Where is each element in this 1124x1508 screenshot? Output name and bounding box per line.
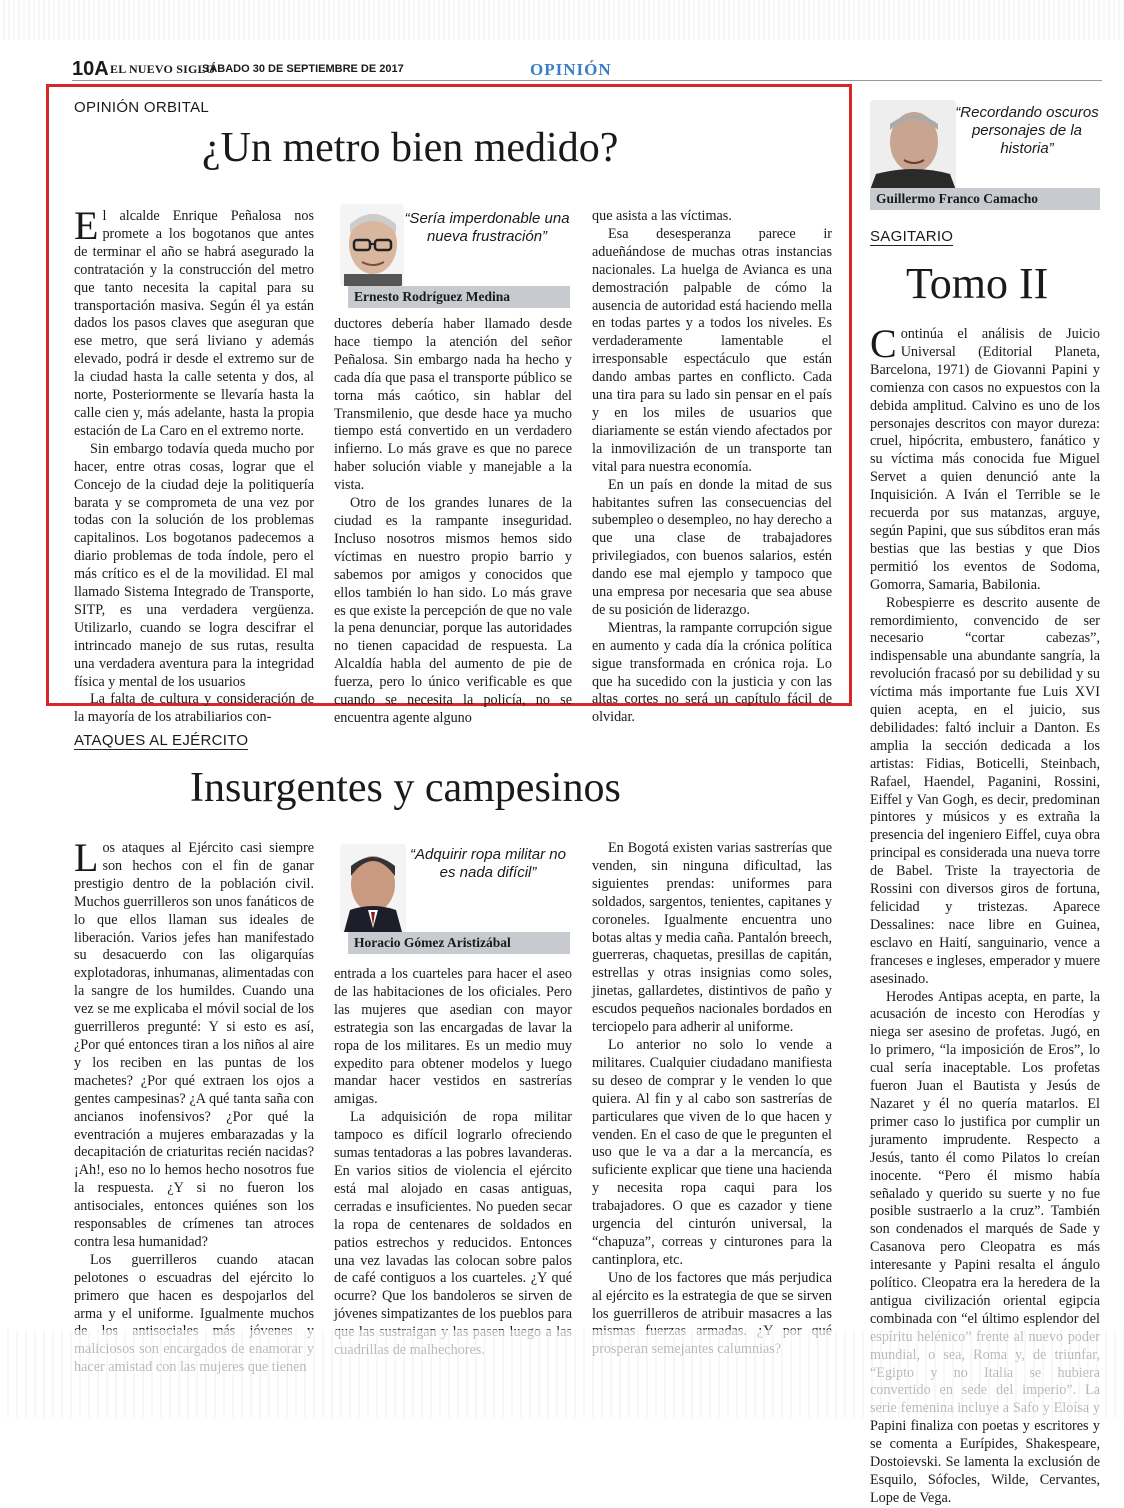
article1-column-3: [592, 208, 832, 727]
paragraph: Mientras, la rampante corrupción sigue en aumento y cada día la crónica política sigue transformada en crónica roja. Lo que ha sucedido con la justicia y con las altas cortes no será un capítulo fácil de olvidar.: [592, 619, 832, 726]
article2-column-2: [334, 966, 572, 1360]
article3-author-box: [868, 92, 1100, 212]
author-byline: Guillermo Franco Camacho: [870, 188, 1100, 210]
article3-title: Tomo II: [906, 259, 1049, 308]
author-byline: Ernesto Rodríguez Medina: [348, 286, 570, 308]
article2-column-1: [74, 835, 314, 1377]
author-photo: [340, 204, 404, 286]
article1-title: ¿Un metro bien medido?: [202, 125, 619, 171]
dropcap: L: [74, 835, 99, 880]
page-number: 10A: [72, 58, 109, 80]
pull-quote: “Recordando oscuros personajes de la historia”: [955, 104, 1099, 157]
paragraph: ductores debería haber llamado desde hace tiempo la atención del señor Peñalosa. Sin embargo nada ha hecho y cada día que pasa el transporte público se torna más caótico, sin hablar del Transmilenio, que desde hace ya mucho tiempo está convertido en un verdadero infierno. Lo más grave es que no parece haber solución viable y manejable a la vista.: [334, 316, 572, 494]
paragraph: Robespierre es descrito ausente de remordimiento, convencido de ser necesario “cortar cabezas”, indispensable una abundante sangría, la revolución fracasó por su debilidad y su víctima más importante fue Luis XVI quien acepta, en el juicio, sus debilidades: faltó incluir a Danton. Es amplia la sección dedicada a los artistas: Fidias, Boticelli, Steinbach, Rafael, Haendel, Paganini, Rossini, Eiffel y Van Gogh, es decir, predominan pintores y músicos y es extraña la presencia del ingeniero Eiffel, cuya obra principal es considerada una nueva torre de Babel. Triste la trayectoria de Rossini con diversos giros de fortuna, felicidad y tristezas. Aparece Dessalines: nace libre en Guinea, esclavo en Haití, sanguinario, vence a franceses e ingleses, emperador y muere asesinado.: [870, 594, 1100, 987]
paragraph: Esa desesperanza parece ir adueñándose de muchas otras instancias nacionales. La huelga de Avianca es una demostración palpable de cómo la ausencia de autoridad está haciendo mella en todas partes y a todos los niveles. Es verdaderamente lamentable el irresponsable espectáculo que están dando ambas partes en conflicto. Cada una tira para su lado sin pensar en el país y en los miles de usuarios que diariamente se están viendo afectados por la inmovilización de un transporte tan vital para nuestra economía.: [592, 225, 832, 475]
author-photo: [340, 844, 406, 932]
paragraph: La falta de cultura y consideración de la mayoría de los atrabiliarios con-: [74, 691, 314, 726]
scan-artifact-top: [0, 0, 1124, 40]
paragraph: os ataques al Ejército casi siempre son hechos con el fin de ganar prestigio dentro de la población civil. Muchos guerrilleros son unos fanáticos de lo que ellos llaman sus ideales de liberación. Varios jefes han manifestado su desacuerdo con las oligarquías explotadoras, inhumanas, alimentadas con la sangre de los humildes. Cuando una vez se me explicaba el móvil social de los guerrilleros pregunté: Y si esto es así, ¿Por qué entonces tiran a los niños al aire y los reciben en las puntas de los machetes? ¿Por qué extraen los ojos a gentes campesinas? ¿A qué tanta saña con ancianos inofensivos? ¿Por qué la eventración a mujeres embarazadas y la decapitación de criaturitas recién nacidas? ¡Ah!, eso no lo hemos hecho nosotros fue la respuesta. ¿Y si no fueron los antisociales, entonces quiénes son los responsables de crímenes tan atroces contra lesa humanidad?: [74, 840, 314, 1250]
paragraph: Los guerrilleros cuando atacan pelotones o escuadras del ejército lo primero que hacen es despojarlos del arma y el uniforme. Igualmente muchos: [74, 1251, 314, 1322]
pull-quote: “Adquirir ropa militar no es nada difícil”: [410, 846, 566, 881]
header-rule: [72, 80, 1102, 81]
pull-quote: “Sería imperdonable una nueva frustración”: [404, 210, 570, 245]
issue-date: SÁBADO 30 DE SEPTIEMBRE DE 2017: [202, 63, 404, 75]
article2-column-3: [592, 840, 832, 1359]
article2-kicker: ATAQUES AL EJÉRCITO: [74, 732, 249, 749]
paragraph: La adquisición de ropa militar tampoco es difícil lograrlo ofreciendo sumas tentadoras a las pobres lavanderas. En varios sitios de violencia el ejército está mal alojado en casas antiguas, cerradas e insuficientes. No pueden secar la ropa de centenares de soldados en patios estrechos y reducidos. Entonces una vez lavadas las colocan sobre palos de café contiguos a los cuarteles. ¿Y qué ocurre? Que los bandoleros se sirven de jóvenes simpatizantes de los pueblos para: [334, 1109, 572, 1323]
article3-kicker: SAGITARIO: [870, 228, 954, 245]
paragraph: Herodes Antipas acepta, en parte, la acusación de incesto con Herodías y niega ser asesino de profetas. Jugó, en lo primero, “la imposición de Eros”, lo cual sería inaceptable. Los profetas fueron Juan el Bautista y Jesús de Nazaret y él no quería matarlos. El primer caso lo justifica por cumplir un juramento imprudente. Respecto a Jesús, tanto él como Pilatos lo creían inocente. “Pero él mismo había señalado y querido su suerte y no fue posible sustraerlo a la cruz”. También son condenados el marqués de Sade y Casanova pero Cleopatra es más interesante y Papini resalta el ángulo político. Cleopatra era la heredera de la antigua civilización oriental egipcia combinada con “el último esplendor del Papini finaliza con poetas y escritores y se comenta a Eurípides, Shakespeare, Dostoievski. Se lamenta la exclusión de Esquilo, Sófocles, Wilde, Cervantes, Lope de Vega.: [870, 988, 1100, 1506]
section-title: OPINIÓN: [530, 60, 612, 79]
newspaper-name: EL NUEVO SIGLO: [110, 62, 216, 76]
article1-kicker: OPINIÓN ORBITAL: [74, 99, 210, 116]
paragraph: Uno de los factores que más perjudica al ejército es la estrategia de que se sirven los guerrilleros de atribuir masacres a las: [592, 1269, 832, 1322]
paragraph: Sin embargo todavía queda mucho por hacer, entre otras cosas, lograr que el Concejo de la ciudad deje la politiquería barata y se comprometa de una vez por todas con la solución de los problemas capitalinos. Los bogotanos padecemos a diario problemas de toda índole, pero el más crítico es el de la movilidad. El mal llamado Sistema Integrado de Transporte, SITP, es una verdadera vergüenza. Utilizarlo, cuando se logra descifrar el intrincado manejo de sus rutas, resulta una verdadera aventura para la integridad física y mental de los usuarios: [74, 440, 314, 690]
dropcap: E: [74, 203, 99, 248]
article2-author-box: [334, 840, 572, 952]
author-byline: Horacio Gómez Aristizábal: [348, 932, 570, 954]
paragraph: ontinúa el análisis de Juicio Universal (Editorial Planeta, Barcelona, 1971) de Giovanni Papini y comienza con casos no expuestos con la debida amplitud. Calvino es uno de los personajes descritos con mayor dureza: cruel, hipócrita, embustero, fanático y su víctima más conocida fue Miguel Servet a quien denunció ante la Inquisición. A Iván el Terrible se le recuerda por sus matanzas, arguye, según Papini, que sus súbditos eran más bestias que las bestias y que Dios permitió los eventos de Sodoma, Gomorra, Samaria, Babilonia.: [870, 326, 1100, 593]
paragraph: Lo anterior no solo lo vende a militares. Cualquier ciudadano manifiesta su deseo de comprar y le venden lo que quiera. Al fin y al cabo son sastrerías de particulares que viven de lo que hacen y venden. En el caso de que le pregunten el uso que le va a dar a la mercancía, es suficiente explicar que tiene una hacienda y necesita ropa caqui para los trabajadores. O que es cazador y tiene urgencia del cinturón universal, la “chapuza”, correas y cinturones para la cantinplora, etc.: [592, 1036, 832, 1268]
paragraph: Otro de los grandes lunares de la ciudad es la rampante inseguridad. Incluso nosotros mismos hemos sido víctimas en nuestro propio barrio y sabemos por amigos y conocidos que ellos también lo han sido. Lo más grave es que existe la percepción de que no vale la pena denunciar, porque las autoridades no tienen capacidad de respuesta. La Alcaldía habla del aumento de pie de fuerza, pero lo único verificable es que cuando se necesita la policía, no se encuentra agente alguno: [334, 495, 572, 726]
article2-title: Insurgentes y campesinos: [190, 765, 621, 811]
paragraph: En Bogotá existen varias sastrerías que venden, sin ninguna dificultad, las siguientes prendas: uniformes para soldados, sargentos, tenientes, capitanes y coroneles. Igualmente encuentra uno botas altas y media caña. Pantalón breech, guerreras, chaquetas, presillas de capitán, estrellas y otras insignias como soles, jinetas, gallardetes, distintivos de paño y escudos pequeños nacionales bordados en terciopelo para adherir al uniforme.: [592, 840, 832, 1036]
paragraph: entrada a los cuarteles para hacer el aseo de las habitaciones de los oficiales. Pero las mujeres que asedian con mayor estrategia son las encargadas de lavar la ropa de los militares. Es un medio muy expedito para obtener modelos y luego mandar hacer vestidos en sastrerías amigas.: [334, 966, 572, 1108]
article1-column-2: [334, 316, 572, 728]
paragraph: En un país en donde la mitad de sus habitantes sufren las consecuencias del subempleo o desempleo, no hay derecho a que una clase de trabajadores privilegiados, con buenos salarios, estén dando ese mal ejemplo y tampoco que una empresa por necesaria que sea abuse de su posición de liderazgo.: [592, 476, 832, 618]
paragraph: que asista a las víctimas.: [592, 208, 732, 224]
article1-column-1: [74, 203, 314, 727]
paragraph: l alcalde Enrique Peñalosa nos promete a los bogotanos que antes de terminar el año se habrá asegurado la contratación y la construcción del metro que tanto necesita la capital para su transportación masiva. Según él ya están dados los pasos claves que aseguran que ese metro, que será liviano y además elevado, podrá ir desde el extremo sur de la ciudad hasta la calle setenta y dos, al norte, Posteriormente se llevaría hasta la calle cien y, más adelante, hasta la propia estación de La Caro en el extremo norte.: [74, 208, 314, 439]
article1-author-box: [334, 204, 572, 306]
author-photo: [870, 100, 956, 190]
scan-artifact-bottom: [0, 1330, 1124, 1418]
dropcap: C: [870, 321, 897, 366]
